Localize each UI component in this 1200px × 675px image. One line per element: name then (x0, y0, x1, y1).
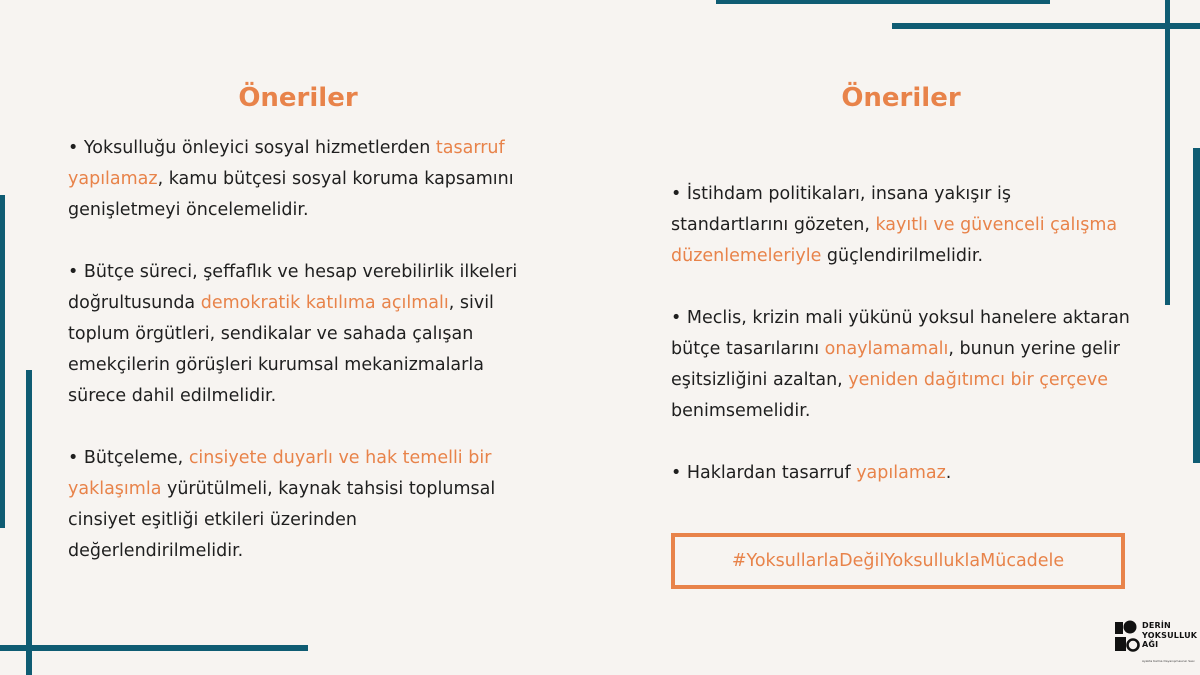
logo-line-1: DERİN (1142, 621, 1171, 630)
highlighted-text: kayıtlı ve güvenceli çalışma düzenlemeleriyle (671, 215, 1118, 266)
body-text: • Yoksulluğu önleyici sosyal hizmetlerden (68, 138, 436, 158)
frame-bar-right-vertical-upper (1165, 0, 1170, 305)
logo-subtitle: Ayakta Kalma Dayanışmasının Sesi (1142, 659, 1195, 663)
highlighted-text: tasarruf yapılamaz (68, 138, 505, 189)
body-text: , kamu bütçesi sosyal koruma kapsamını genişletmeyi öncelemelidir. (68, 169, 514, 220)
highlighted-text: yeniden dağıtımcı bir çerçeve (848, 370, 1108, 390)
right-column-title: Öneriler (841, 83, 961, 113)
highlighted-text: cinsiyete duyarlı ve hak temelli bir yaklaşımla (68, 448, 492, 499)
body-text: • Bütçe süreci, şeffaflık ve hesap verebilirlik ilkeleri doğrultusunda (68, 262, 518, 313)
hashtag-box (671, 533, 1125, 589)
recommendation-item (68, 443, 528, 567)
recommendation-item (671, 179, 1131, 272)
highlighted-text: yapılamaz (856, 463, 946, 483)
logo-line-3: AĞI (1142, 640, 1159, 649)
logo-mark-icon (1114, 619, 1140, 653)
body-text: güçlendirilmelidir. (821, 246, 984, 266)
body-text: • İstihdam politikaları, insana yakışır iş standartlarını gözeten, (671, 184, 1011, 235)
frame-bar-left-edge (0, 195, 5, 528)
recommendation-item (671, 458, 1131, 489)
recommendation-item (671, 303, 1131, 427)
frame-bar-top-right (716, 0, 1050, 4)
body-text: . (945, 463, 952, 483)
body-text: , bunun yerine gelir eşitsizliğini azaltan, (671, 339, 1120, 390)
left-column-title: Öneriler (238, 83, 358, 113)
body-text: benimsemelidir. (671, 401, 811, 421)
left-recommendations (68, 133, 528, 598)
hashtag-text: #YoksullarlaDeğilYoksulluklaMücadele (731, 551, 1065, 571)
right-recommendations (671, 179, 1131, 520)
highlighted-text: demokratik katılıma açılmalı (200, 293, 449, 313)
frame-bar-right-edge (1193, 148, 1200, 463)
body-text: yürütülmeli, kaynak tahsisi toplumsal cinsiyet eşitliği etkileri üzerinden değerlendirilmelidir. (68, 479, 496, 561)
body-text: • Bütçeleme, (68, 448, 189, 468)
recommendation-item (68, 257, 528, 412)
frame-bar-left-vertical (26, 370, 32, 675)
logo-line-2: YOKSULLUK (1142, 630, 1198, 640)
body-text: , sivil toplum örgütleri, sendikalar ve sahada çalışan emekçilerin görüşleri kurumsal mekanizmalarla sürece dahil edilmelidir. (68, 293, 494, 406)
derin-yoksulluk-agi-logo (1114, 619, 1196, 669)
body-text: • Meclis, krizin mali yükünü yoksul hanelere aktaran bütçe tasarılarını (671, 308, 1130, 359)
body-text: • Haklardan tasarruf (671, 463, 857, 483)
frame-bar-right-horizontal (892, 23, 1200, 29)
highlighted-text: onaylamamalı (824, 339, 949, 359)
frame-bar-bottom-left (0, 645, 308, 651)
recommendation-item (68, 133, 528, 226)
